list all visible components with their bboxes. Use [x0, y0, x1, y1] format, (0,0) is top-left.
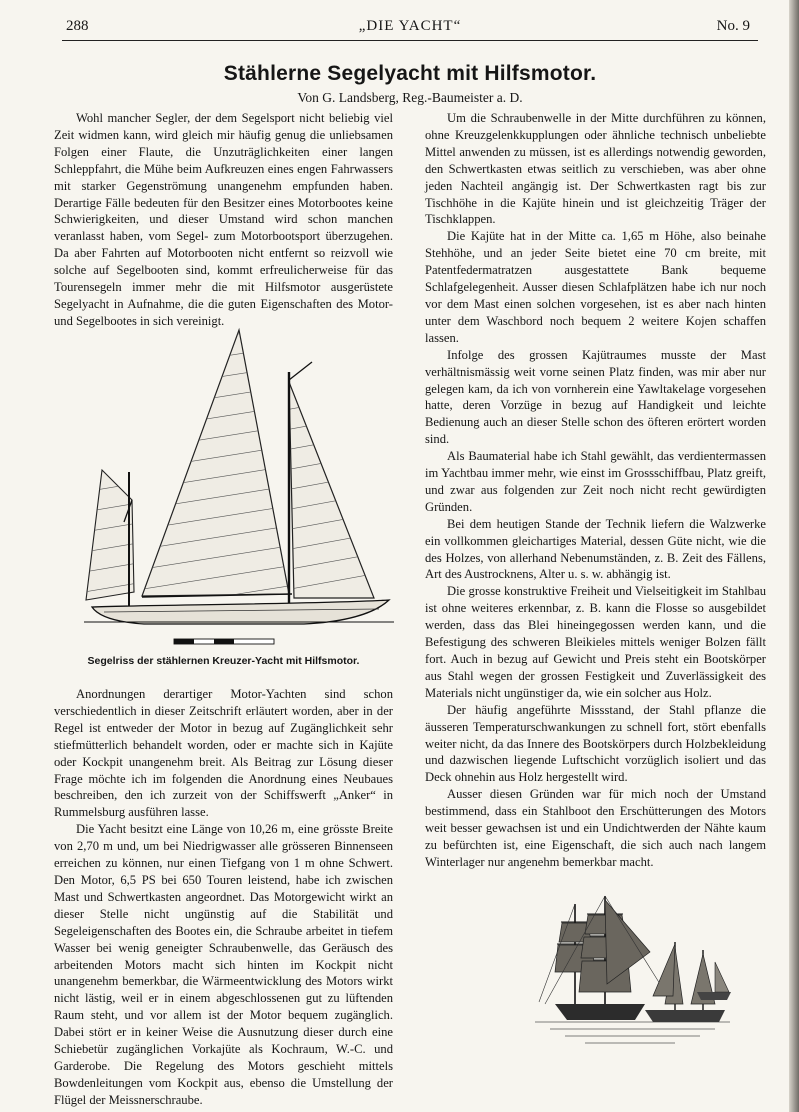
paragraph: Bei dem heutigen Stande der Technik liefern die Walzwerke ein vollkommen gleichartiges Material, dessen Güte nicht, wie die des Holzes, von allerhand Nebenumständen, z. B. Zeit des Fällens, Art des Austrocknens, Alter u. s. w. abhängig ist. [425, 516, 766, 582]
left-column-top [54, 110, 393, 330]
paragraph: Die Yacht besitzt eine Länge von 10,26 m, eine grösste Breite von 2,70 m und, um bei Niedrigwasser alle grösseren Binnenseen erreichen zu können, nur einen Tiefgang von 1 m ohne Schwert. Den Motor, 6,5 PS bei 650 Touren leistend, habe ich zwischen Mast und Schwertkasten angeordnet. Das Motorgewicht wirkt an dieser Stelle nicht ungünstig auf die Stabilität und Segeleigenschaften des Bootes ein, die Schraube arbeitet in tiefem Wasser bei wenig geneigter Schraubenwelle, das Geräusch des arbeitenden Motors macht sich hinten im Kockpit nicht unangenehm bemerkbar, die Wärmeentwicklung des Motors wirkt nicht lästig, weil er in einem abgeschlossenen gut zu lüftenden Raum steht, und vor allem ist der Motor bequem zugänglich. Dabei stört er in keiner Weise die Ausnutzung dieser durch eine Schiebetür zugänglichen Vorkajüte als Kochraum, W.-C. und Garderobe. Die Regelung des Motors geschieht mittels Bowdenleitungen vom Kockpit aus, ebenso die Umstellung der Flügel der Meissnerschraube. [54, 822, 393, 1107]
paragraph: Die grosse konstruktive Freiheit und Vielseitigkeit im Stahlbau ist ohne weiteres erkennbar, z. B. kann die Flosse so ausgebildet werden, dass das Blei hineingegossen werden kann, und die Befestigung des schweren Bleikieles mittels weniger Bolzen fällt fort. Auch in bezug auf Gewicht und Preis steht ein Bootskörper aus Stahl wegen der grossen Festigkeit und Zuverlässigkeit des Materials nicht ungünstiger da, wie ein solcher aus Holz. [425, 584, 766, 700]
paragraph: Infolge des grossen Kajütraumes musste der Mast verhältnismässig weit vorne seinen Platz finden, was mir aber nur gelegen kam, da ich von vornherein eine Yawltakelage vorgesehen hatte, deren Vorzüge in bezug auf Handigkeit und leichte Bedienung auch an dieser Stelle schon des öfteren erörtert worden sind. [425, 347, 766, 447]
running-header [62, 14, 758, 41]
sail-plan-figure [84, 322, 394, 652]
paragraph: Die Kajüte hat in der Mitte ca. 1,65 m Höhe, also beinahe Stehhöhe, und an jeder Seite bietet eine 70 cm breite, mit Patentfedermatratzen ausgestattete Bank bequeme Schlafgelegenheit. Ausser diesen Schlafplätzen habe ich nur noch vor dem Mast einen solchen vorgesehen, ist es aber nach hinten unter dem Waschbord noch bequem 2 weitere Kojen schaffen lassen. [425, 229, 766, 345]
paragraph: Als Baumaterial habe ich Stahl gewählt, das verdientermassen im Yachtbau immer mehr, wie einst im Grossschiffbau, Platz greift, und zwar aus folgenden zur Zeit noch nicht recht gewürdigten Gründen. [425, 449, 766, 514]
sail-plan-drawing [84, 322, 394, 652]
journal-title: „DIE YACHT“ [358, 18, 462, 34]
article-byline: Von G. Landsberg, Reg.-Baumeister a. D. [297, 90, 523, 105]
paragraph: Anordnungen derartiger Motor-Yachten sind schon verschiedentlich in dieser Zeitschrift erläutert worden, aber in der Regel ist entweder der Motor in bezug auf Zugänglichkeit sehr stiefmütterlich behandelt worden, oder er machte sich in Kajüte oder Kockpit unangenehm breit. Als Beitrag zur Lösung dieser Frage möchte ich im folgenden die Anordnung eines Neubaues beschreiben, den ich zurzeit von der Schiffswerft „Anker“ in Rummelsburg ausführen lasse. [54, 687, 393, 820]
paragraph: Um die Schraubenwelle in der Mitte durchführen zu können, ohne Kreuzgelenkkupplungen oder ähnliche technisch unbeliebte Mittel anwenden zu müssen, ist es allerdings notwendig geworden, den Schwertkasten etwas seitlich zu verschieben, was aber ohne jeden Nachteil angängig ist. Der Schwertkasten ragt bis zur Tischhöhe in die Kajüte hinein und ist gleichzeitig Träger der Tischklappen. [425, 111, 766, 227]
page-edge-shadow [789, 0, 799, 1112]
article-title: Stählerne Segelyacht mit Hilfsmotor. [223, 62, 597, 85]
sailing-ships-vignette [525, 892, 740, 1052]
page-number: 288 [66, 18, 89, 34]
figure-caption: Segelriss der stählernen Kreuzer-Yacht mit Hilfsmotor. [87, 655, 360, 667]
left-column-bottom [54, 686, 393, 1109]
issue-number: No. 9 [716, 18, 750, 34]
paragraph: Wohl mancher Segler, der dem Segelsport nicht beliebig viel Zeit widmen kann, wird gleich mir häufig genug die unliebsamen Folgen einer Flaute, die Unzuträglichkeiten einer langen Schleppfahrt, die Mühe beim Aufkreuzen eines engen Fahrwassers mit starker Gegenströmung unangenehm empfunden haben. Derartige Fälle bedeuten für den Besitzer eines Motorbootes keine Schwierigkeiten, und dieser Umstand wird schon manchen veranlasst haben, vom Segel- zum Motorbootsport überzugehen. Da aber Fahrten auf Motorbooten nicht entfernt so reizvoll wie solche auf Segelbooten sind, kommt erfreulicherweise für das Tourensegeln immer mehr die mit Hilfsmotor ausgerüstete Segelyacht in Aufnahme, die die guten Eigenschaften des Motor- und Segelbootes in sich vereinigt. [54, 111, 393, 328]
paragraph: Der häufig angeführte Missstand, der Stahl pflanze die äusseren Temperaturschwankungen zu schnell fort, stört ebenfalls weiter nicht, da das Innere des Bootskörpers durch Holzbekleidung und dazwischen liegende Luftschicht vorzüglich isoliert und das Deck ohnehin aus Holz hergestellt wird. [425, 702, 766, 785]
paragraph: Ausser diesen Gründen war für mich noch der Umstand bestimmend, dass ein Stahlboot den Erschütterungen des Motors weit besser gewachsen ist und ein Undichtwerden der Nähte kaum zu befürchten ist, eine Eigenschaft, die sich auch nach langem Winterlager nur angenehm bemerkbar macht. [425, 787, 766, 869]
ships-illustration [525, 892, 740, 1052]
right-column [425, 110, 766, 871]
